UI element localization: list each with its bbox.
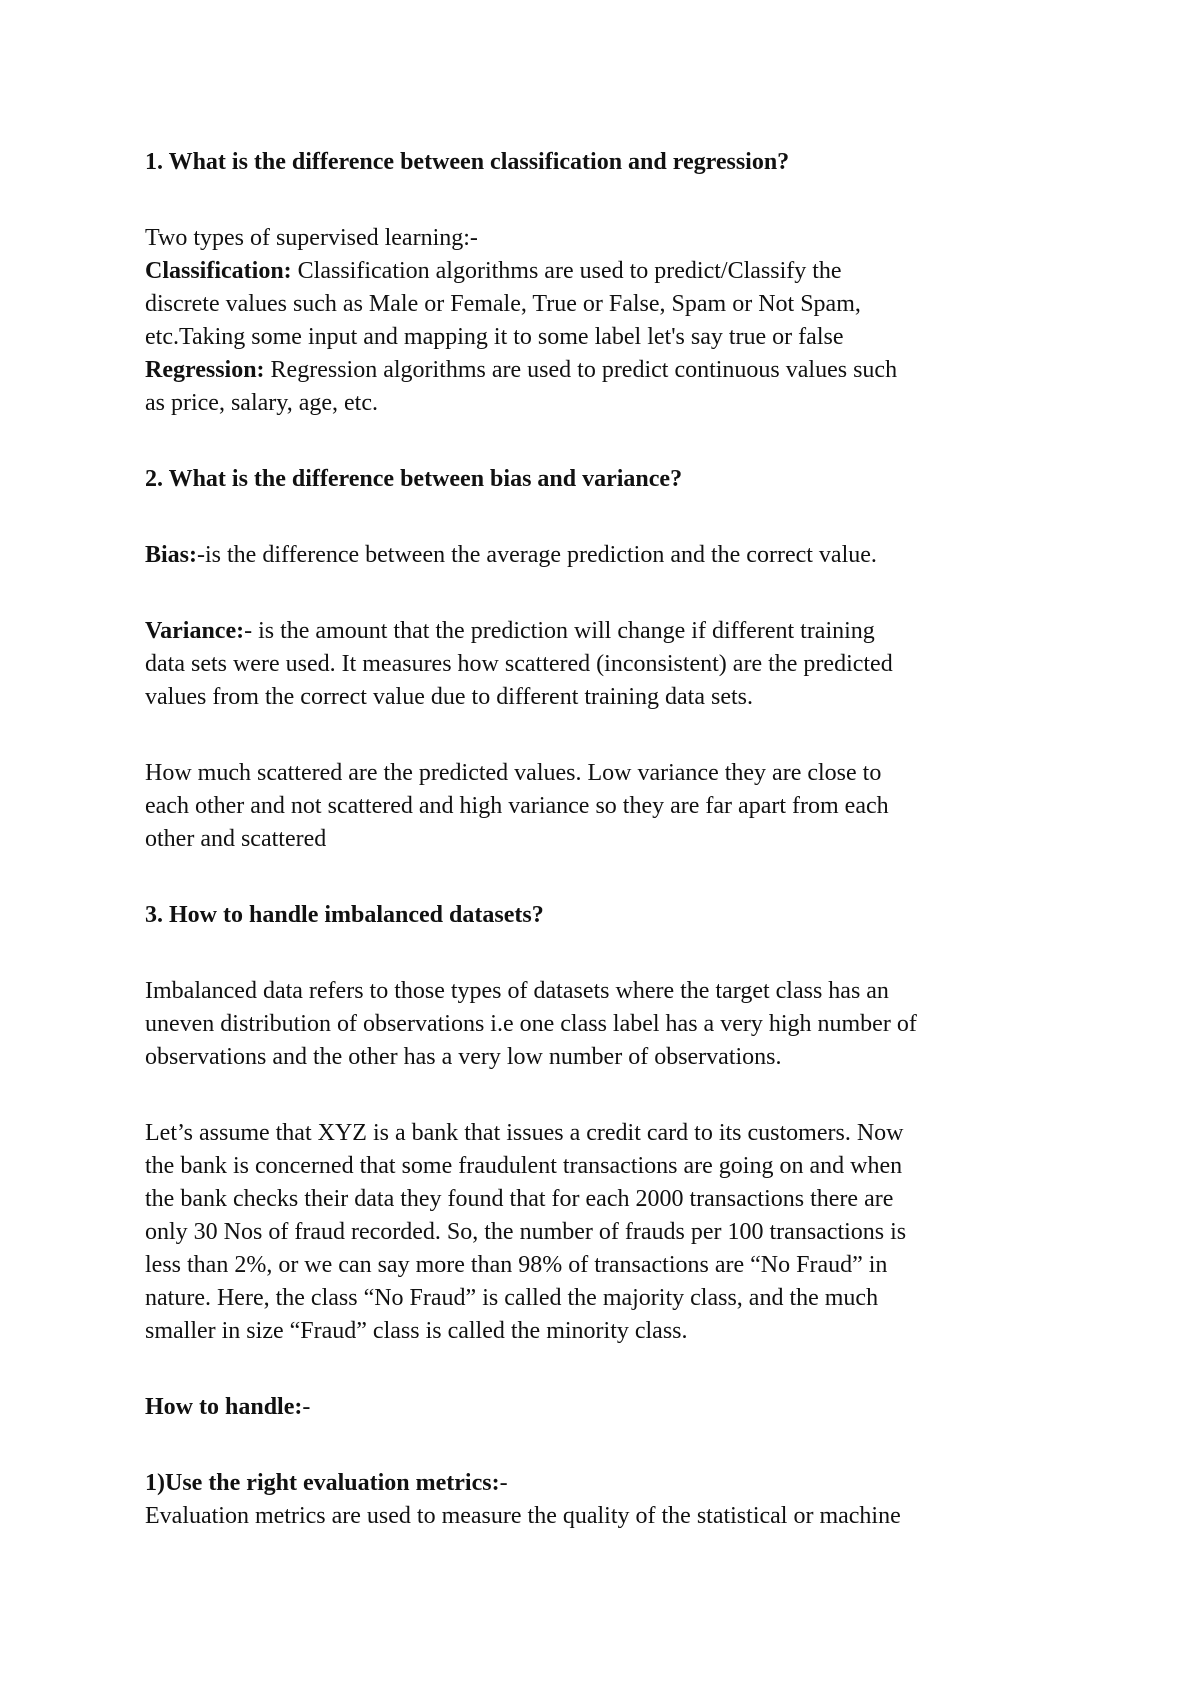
example-line-4: only 30 Nos of fraud recorded. So, the number of frauds per 100 transactions is bbox=[145, 1219, 907, 1245]
example-line-6: nature. Here, the class “No Fraud” is called the majority class, and the much bbox=[145, 1285, 879, 1311]
scatter-line-3: other and scattered bbox=[145, 826, 327, 852]
how-to-handle-line bbox=[145, 1391, 1085, 1424]
example-line-5: less than 2%, or we can say more than 98% of transactions are “No Fraud” in bbox=[145, 1252, 888, 1278]
metric-suffix: - bbox=[499, 1470, 508, 1496]
example-line-3: the bank checks their data they found that for each 2000 transactions there are bbox=[145, 1186, 894, 1212]
variance-line-2: data sets were used. It measures how scattered (inconsistent) are the predicted bbox=[145, 651, 893, 677]
bias-text: -is the difference between the average prediction and the correct value. bbox=[197, 542, 877, 568]
regression-text: Regression algorithms are used to predict continuous values such bbox=[264, 357, 898, 383]
regression-line-2: as price, salary, age, etc. bbox=[145, 390, 378, 416]
variance-line-1 bbox=[145, 615, 1085, 648]
classification-term: Classification: bbox=[145, 258, 292, 284]
question-heading-3: 3. How to handle imbalanced datasets? bbox=[145, 902, 544, 928]
how-to-handle-term: How to handle: bbox=[145, 1394, 303, 1420]
variance-text: - is the amount that the prediction will change if different training bbox=[244, 618, 875, 644]
classification-line-3: etc.Taking some input and mapping it to some label let's say true or false bbox=[145, 324, 844, 350]
classification-text: Classification algorithms are used to predict/Classify the bbox=[291, 258, 842, 284]
imbalance-def-line-3: observations and the other has a very low number of observations. bbox=[145, 1044, 782, 1070]
scatter-line-2: each other and not scattered and high variance so they are far apart from each bbox=[145, 793, 889, 819]
variance-line-3: values from the correct value due to different training data sets. bbox=[145, 684, 753, 710]
metric-text-line: Evaluation metrics are used to measure the quality of the statistical or machine bbox=[145, 1503, 901, 1529]
supervised-intro: Two types of supervised learning:- bbox=[145, 225, 478, 251]
imbalance-def-line-1: Imbalanced data refers to those types of datasets where the target class has an bbox=[145, 978, 889, 1004]
question-heading-2: 2. What is the difference between bias and variance? bbox=[145, 466, 683, 492]
document-body bbox=[145, 146, 1085, 1533]
bias-line bbox=[145, 539, 1085, 572]
how-to-handle-suffix: - bbox=[302, 1394, 311, 1420]
question-heading-1: 1. What is the difference between classification and regression? bbox=[145, 149, 790, 175]
variance-term: Variance: bbox=[145, 618, 245, 644]
metric-heading-line bbox=[145, 1467, 1085, 1500]
regression-line-1 bbox=[145, 354, 1085, 387]
regression-term: Regression: bbox=[145, 357, 265, 383]
example-line-2: the bank is concerned that some fraudulent transactions are going on and when bbox=[145, 1153, 903, 1179]
scatter-line-1: How much scattered are the predicted values. Low variance they are close to bbox=[145, 760, 882, 786]
classification-line-2: discrete values such as Male or Female, True or False, Spam or Not Spam, bbox=[145, 291, 861, 317]
bias-term: Bias: bbox=[145, 542, 198, 568]
example-line-7: smaller in size “Fraud” class is called the minority class. bbox=[145, 1318, 688, 1344]
classification-line-1 bbox=[145, 255, 1085, 288]
example-line-1: Let’s assume that XYZ is a bank that issues a credit card to its customers. Now bbox=[145, 1120, 904, 1146]
imbalance-def-line-2: uneven distribution of observations i.e one class label has a very high number of bbox=[145, 1011, 917, 1037]
metric-term: 1)Use the right evaluation metrics: bbox=[145, 1470, 500, 1496]
